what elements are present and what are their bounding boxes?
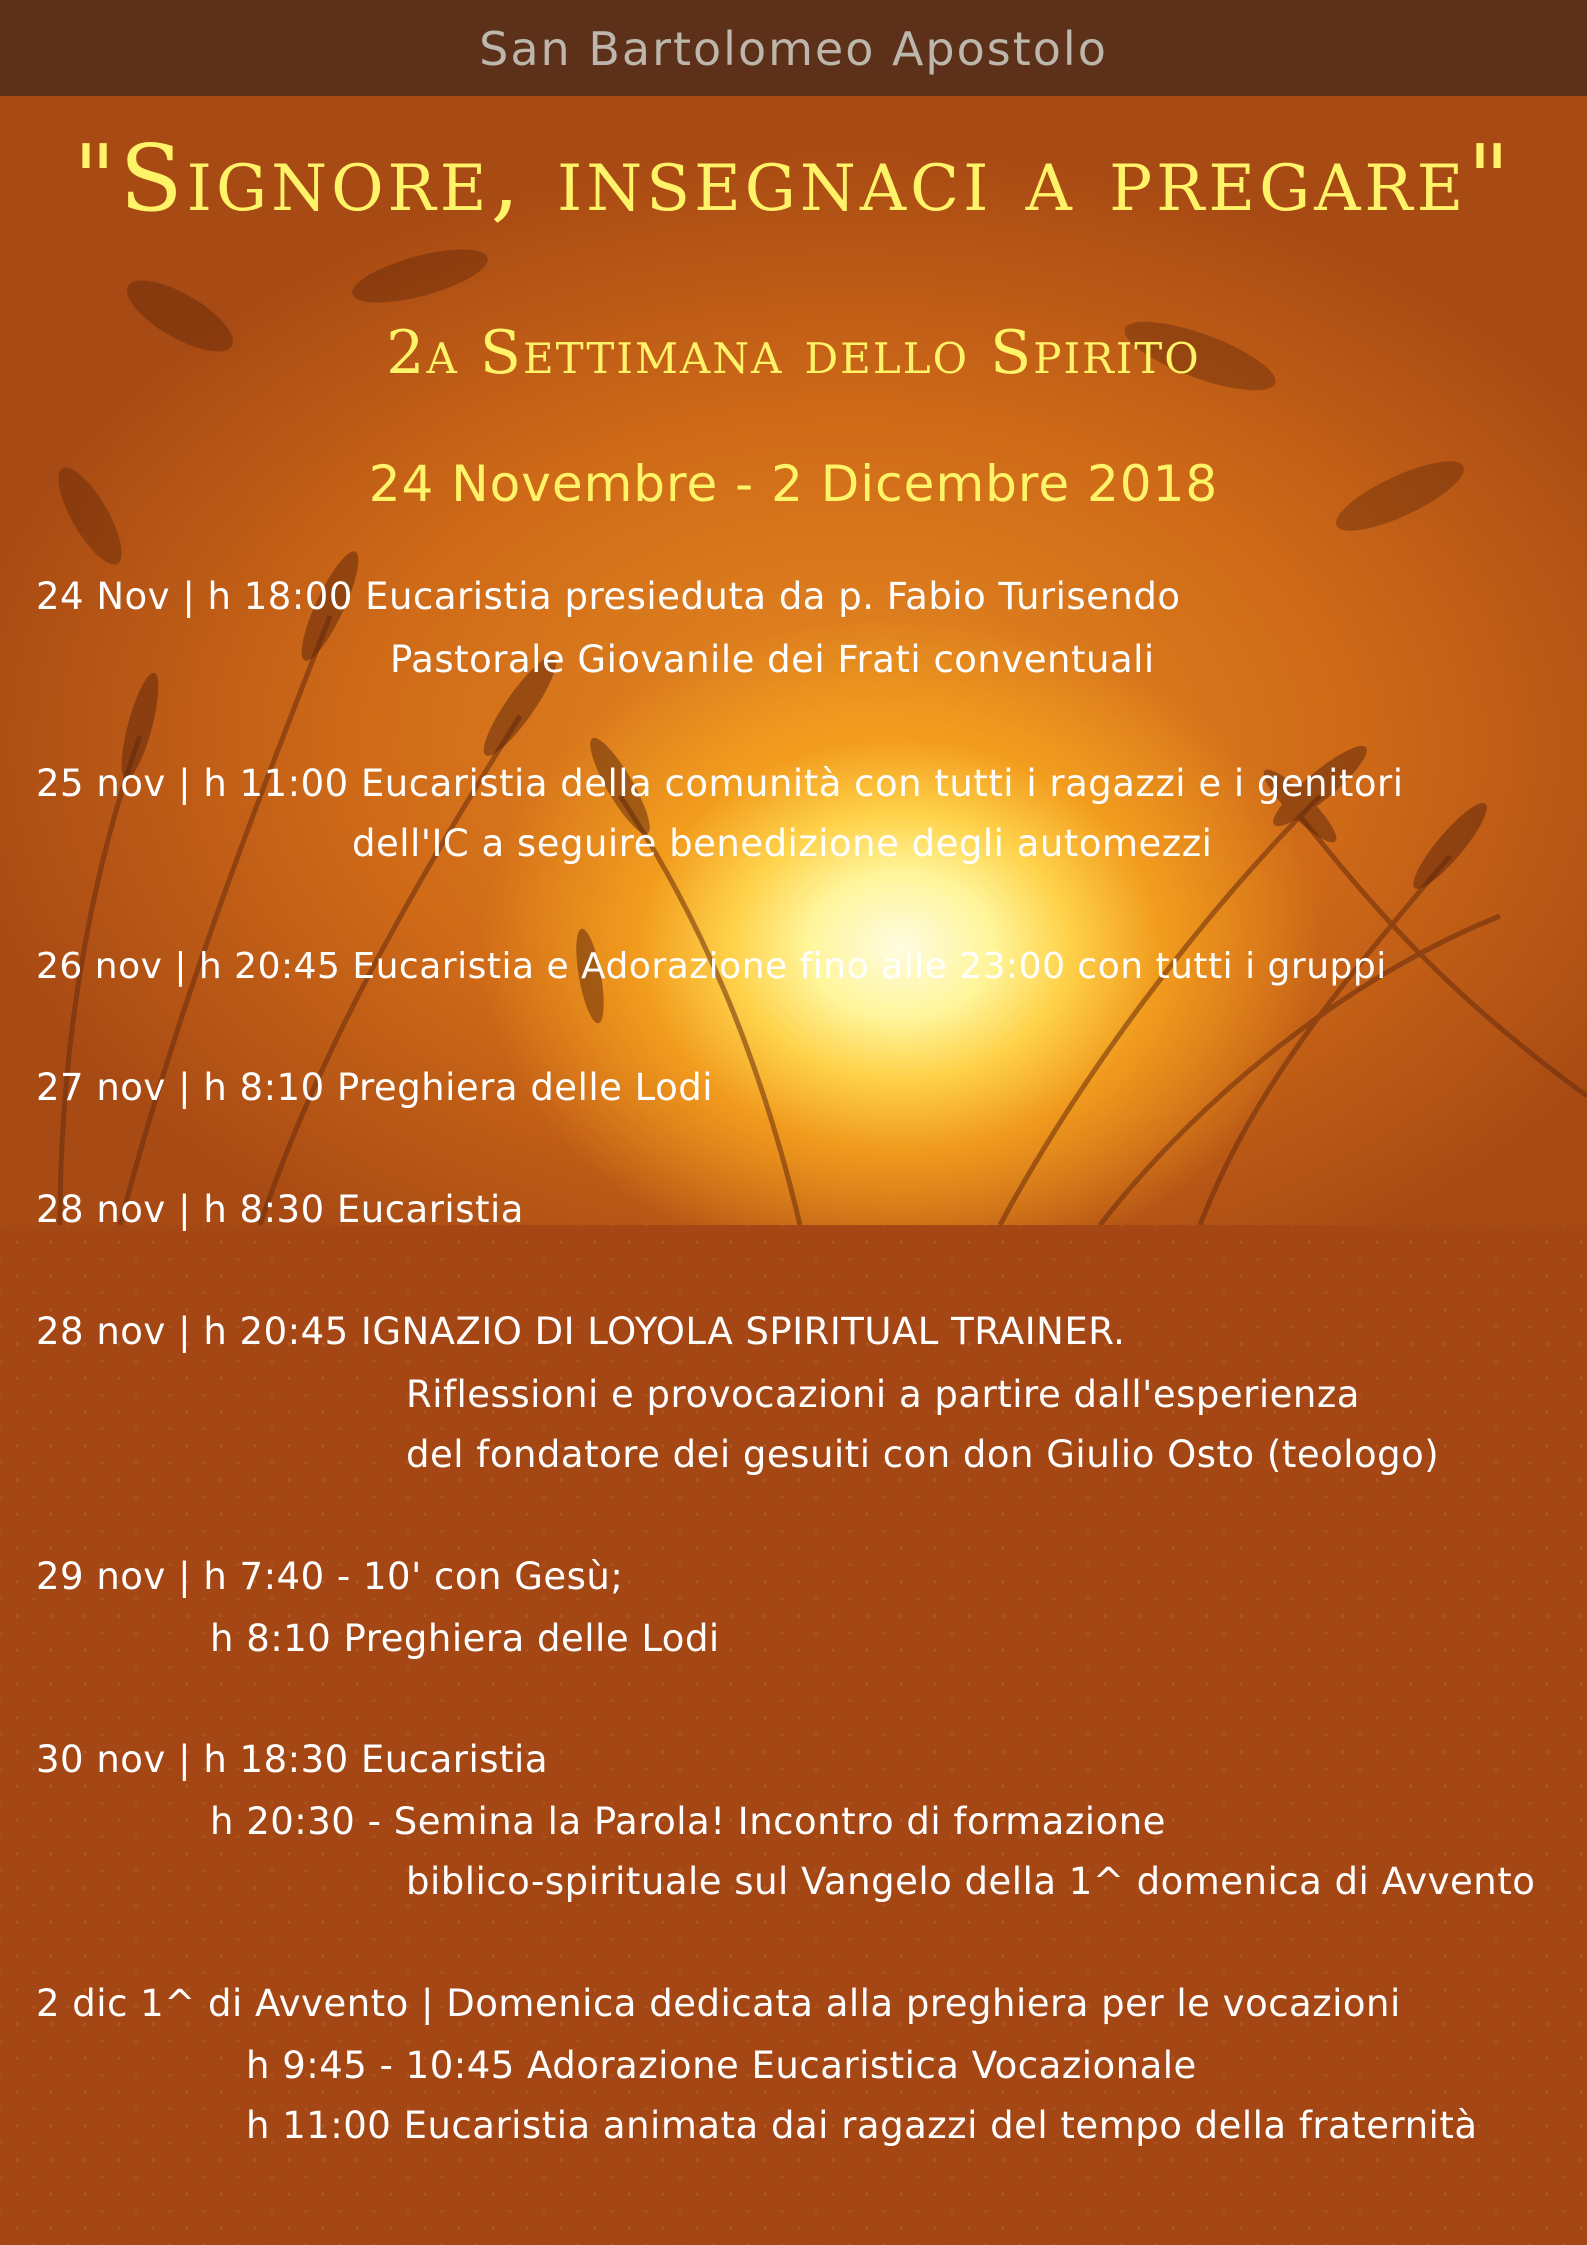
schedule-line: dell'IC a seguire benedizione degli automezzi — [352, 822, 1213, 865]
schedule-line: h 8:10 Preghiera delle Lodi — [210, 1617, 720, 1660]
schedule-line: 29 nov | h 7:40 - 10' con Gesù; — [36, 1555, 624, 1598]
poster-title: "Signore, insegnaci a pregare" — [73, 125, 1514, 232]
schedule-line: 27 nov | h 8:10 Preghiera delle Lodi — [36, 1066, 714, 1109]
schedule-line: del fondatore dei gesuiti con don Giulio Osto (teologo) — [406, 1433, 1440, 1476]
schedule-line: h 11:00 Eucaristia animata dai ragazzi del tempo della fraternità — [246, 2104, 1478, 2147]
parish-name: San Bartolomeo Apostolo — [479, 22, 1108, 76]
schedule-line: 2 dic 1^ di Avvento | Domenica dedicata alla preghiera per le vocazioni — [36, 1982, 1401, 2025]
schedule-line: 28 nov | h 8:30 Eucaristia — [36, 1188, 524, 1231]
schedule-line: 25 nov | h 11:00 Eucaristia della comunità con tutti i ragazzi e i genitori — [36, 762, 1404, 805]
poster-subtitle: 2a Settimana dello Spirito — [386, 318, 1201, 388]
header-bar — [0, 0, 1587, 96]
schedule-line: biblico-spirituale sul Vangelo della 1^ domenica di Avvento — [406, 1860, 1536, 1903]
event-dates: 24 Novembre - 2 Dicembre 2018 — [368, 455, 1219, 513]
schedule-line: Pastorale Giovanile dei Frati conventuali — [390, 638, 1155, 681]
schedule-line: 28 nov | h 20:45 IGNAZIO DI LOYOLA SPIRITUAL TRAINER. — [36, 1310, 1126, 1353]
schedule-line: 24 Nov | h 18:00 Eucaristia presieduta da p. Fabio Turisendo — [36, 575, 1181, 618]
schedule-line: h 20:30 - Semina la Parola! Incontro di formazione — [210, 1800, 1166, 1843]
schedule-line: 26 nov | h 20:45 Eucaristia e Adorazione fino alle 23:00 con tutti i gruppi — [36, 946, 1387, 987]
schedule-line: h 9:45 - 10:45 Adorazione Eucaristica Vocazionale — [246, 2044, 1197, 2087]
schedule-line: Riflessioni e provocazioni a partire dall'esperienza — [406, 1373, 1360, 1416]
schedule-line: 30 nov | h 18:30 Eucaristia — [36, 1738, 548, 1781]
